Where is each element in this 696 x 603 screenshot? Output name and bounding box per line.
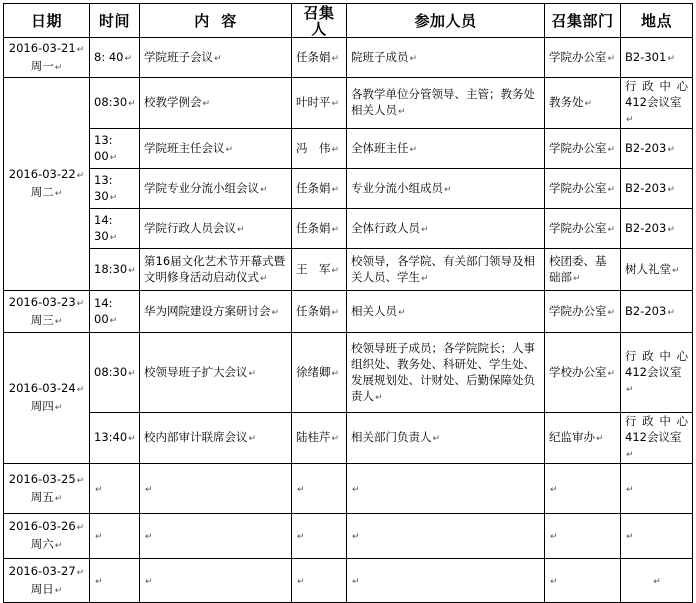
dept-cell	[545, 249, 621, 291]
table-row	[4, 559, 693, 603]
convener-cell	[292, 464, 347, 514]
attendees-text: 相关部门负责人	[351, 430, 432, 444]
dept-text: 学院办公室	[549, 303, 607, 318]
convener-cell	[292, 38, 347, 78]
attendees-cell	[347, 78, 545, 129]
paragraph-mark: ↵	[607, 307, 616, 318]
paragraph-mark: ↵	[95, 532, 103, 542]
table-row	[4, 514, 693, 559]
paragraph-mark: ↵	[237, 224, 245, 235]
location-text: 行政中心412会议室	[625, 348, 688, 379]
dept-text: 学院办公室	[549, 49, 607, 64]
table-row	[4, 38, 693, 78]
content-cell	[140, 514, 292, 559]
paragraph-mark: ↵	[297, 484, 305, 495]
paragraph-mark: ↵	[128, 265, 136, 276]
paragraph-mark: ↵	[331, 99, 340, 109]
location-text: B2-301	[625, 49, 667, 64]
dept-cell	[545, 413, 621, 464]
dept-cell	[545, 209, 621, 249]
paragraph-mark: ↵	[54, 62, 63, 73]
dept-cell	[545, 514, 621, 559]
attendees-text: 校领导，各学院、有关部门领导及相关人员、学生	[351, 253, 535, 284]
paragraph-mark: ↵	[607, 368, 616, 379]
convener-text: 任条娟	[296, 180, 331, 195]
attendees-text: 全体班主任	[351, 140, 409, 155]
location-cell	[621, 333, 693, 413]
paragraph-mark: ↵	[124, 53, 133, 64]
time-text: 13: 30	[94, 172, 113, 203]
date-cell	[4, 464, 90, 514]
time-text: 08:30	[94, 364, 128, 379]
paragraph-mark: ↵	[248, 434, 257, 444]
dept-text: 教务处	[549, 95, 584, 109]
location-cell	[621, 559, 693, 603]
paragraph-mark: ↵	[550, 484, 558, 495]
paragraph-mark: ↵	[421, 273, 429, 284]
date-text: 2016-03-26	[8, 519, 76, 533]
paragraph-mark: ↵	[626, 115, 634, 125]
header-convener: 召集人	[292, 4, 347, 38]
location-cell	[621, 209, 693, 249]
time-cell	[90, 413, 140, 464]
attendees-text: 校领导班子成员；各学院院长；人事组织处、教务处、科研处、学生处、发展规划处、计财处、后勤保障处负责人	[351, 340, 535, 403]
paragraph-mark: ↵	[667, 307, 675, 318]
time-cell	[90, 169, 140, 209]
time-text: 13:40	[94, 430, 128, 444]
paragraph-mark: ↵	[550, 576, 558, 587]
paragraph-mark: ↵	[626, 484, 634, 495]
dept-cell	[545, 559, 621, 603]
attendees-cell	[347, 129, 545, 169]
convener-text: 任条娟	[296, 49, 331, 64]
paragraph-mark: ↵	[550, 532, 558, 542]
time-text: 08:30	[94, 95, 128, 109]
header-time: 时间	[90, 4, 140, 38]
paragraph-mark: ↵	[95, 484, 103, 495]
convener-text: 陆桂芹	[296, 430, 331, 444]
content-text: 华为网院建设方案研讨会	[144, 303, 271, 318]
attendees-text: 院班子成员	[351, 49, 409, 64]
weekday-text: 周三	[30, 312, 54, 327]
content-text: 第16届文化艺术节开幕式暨文明修身活动启动仪式	[144, 253, 286, 284]
paragraph-mark: ↵	[145, 576, 153, 587]
time-text: 18:30	[94, 261, 128, 276]
paragraph-mark: ↵	[352, 484, 360, 495]
header-content: 内 容	[140, 4, 292, 38]
time-cell	[90, 249, 140, 291]
location-cell	[621, 464, 693, 514]
location-cell	[621, 78, 693, 129]
location-cell	[621, 249, 693, 291]
location-cell	[621, 169, 693, 209]
paragraph-mark: ↵	[54, 403, 63, 413]
header-date: 日期	[4, 4, 90, 38]
date-cell	[4, 38, 90, 78]
time-text: 14: 30	[94, 212, 113, 243]
date-text: 2016-03-24	[8, 381, 76, 395]
time-cell	[90, 333, 140, 413]
convener-text: 叶时平	[296, 95, 331, 109]
header-row	[4, 4, 693, 38]
convener-cell	[292, 559, 347, 603]
paragraph-mark: ↵	[271, 307, 280, 318]
convener-cell	[292, 78, 347, 129]
paragraph-mark: ↵	[626, 532, 634, 542]
dept-cell	[545, 464, 621, 514]
paragraph-mark: ↵	[76, 44, 85, 55]
content-text: 校内部审计联席会议	[144, 430, 248, 444]
convener-cell	[292, 209, 347, 249]
paragraph-mark: ↵	[248, 368, 257, 379]
paragraph-mark: ↵	[145, 532, 153, 542]
attendees-cell	[347, 291, 545, 333]
table-row	[4, 209, 693, 249]
header-dept: 召集部门	[545, 4, 621, 38]
paragraph-mark: ↵	[225, 144, 234, 155]
content-text: 学院行政人员会议	[144, 220, 236, 235]
attendees-text: 相关人员	[351, 303, 397, 318]
paragraph-mark: ↵	[54, 585, 63, 596]
dept-text: 学院办公室	[549, 140, 607, 155]
date-cell	[4, 559, 90, 603]
paragraph-mark: ↵	[421, 224, 429, 235]
location-text: B2-203	[625, 303, 667, 318]
paragraph-mark: ↵	[409, 144, 418, 155]
attendees-text: 各教学单位分管领导、主管；教务处相关人员	[351, 87, 535, 117]
paragraph-mark: ↵	[398, 307, 406, 318]
content-cell	[140, 129, 292, 169]
location-cell	[621, 129, 693, 169]
dept-cell	[545, 169, 621, 209]
table-row	[4, 464, 693, 514]
time-text: 8: 40	[94, 49, 124, 64]
paragraph-mark: ↵	[596, 434, 604, 444]
content-text: 学院专业分流小组会议	[144, 180, 259, 195]
time-cell	[90, 38, 140, 78]
attendees-cell	[347, 209, 545, 249]
date-cell	[4, 291, 90, 333]
paragraph-mark: ↵	[297, 576, 305, 587]
convener-text: 徐绪卿	[296, 364, 331, 379]
paragraph-mark: ↵	[626, 384, 634, 395]
dept-cell	[545, 333, 621, 413]
date-text: 2016-03-27	[8, 563, 76, 578]
content-cell	[140, 78, 292, 129]
table-row	[4, 78, 693, 129]
content-cell	[140, 209, 292, 249]
paragraph-mark: ↵	[607, 184, 616, 195]
convener-cell	[292, 413, 347, 464]
location-cell	[621, 291, 693, 333]
paragraph-mark: ↵	[667, 184, 675, 195]
table-row	[4, 413, 693, 464]
paragraph-mark: ↵	[54, 316, 63, 327]
time-text: 13: 00	[94, 132, 113, 163]
paragraph-mark: ↵	[54, 189, 63, 199]
paragraph-mark: ↵	[109, 152, 118, 163]
content-cell	[140, 464, 292, 514]
convener-cell	[292, 333, 347, 413]
convener-cell	[292, 291, 347, 333]
paragraph-mark: ↵	[297, 532, 305, 542]
table-row	[4, 169, 693, 209]
paragraph-mark: ↵	[667, 224, 675, 235]
location-text: 树人礼堂	[625, 261, 671, 276]
paragraph-mark: ↵	[432, 434, 441, 444]
date-cell	[4, 514, 90, 559]
time-text: 14: 00	[94, 295, 113, 326]
paragraph-mark: ↵	[352, 532, 360, 542]
date-cell	[4, 78, 90, 291]
paragraph-mark: ↵	[409, 53, 418, 64]
time-cell	[90, 129, 140, 169]
paragraph-mark: ↵	[54, 541, 63, 551]
paragraph-mark: ↵	[331, 144, 340, 155]
paragraph-mark: ↵	[331, 184, 340, 195]
date-text: 2016-03-23	[8, 294, 76, 309]
date-cell	[4, 333, 90, 464]
location-text: 行政中心412会议室	[625, 414, 688, 444]
attendees-cell	[347, 464, 545, 514]
location-text: 行政中心412会议室	[625, 79, 688, 109]
convener-text: 任条娟	[296, 220, 331, 235]
attendees-text: 全体行政人员	[351, 220, 420, 235]
time-cell	[90, 291, 140, 333]
date-text: 2016-03-21	[8, 40, 76, 55]
paragraph-mark: ↵	[109, 315, 118, 326]
paragraph-mark: ↵	[584, 99, 593, 109]
content-cell	[140, 169, 292, 209]
attendees-cell	[347, 169, 545, 209]
paragraph-mark: ↵	[331, 434, 340, 444]
attendees-text: 专业分流小组成员	[351, 180, 443, 195]
content-text: 校教学例会	[144, 95, 202, 109]
dept-cell	[545, 38, 621, 78]
attendees-cell	[347, 514, 545, 559]
table-row	[4, 291, 693, 333]
paragraph-mark: ↵	[95, 576, 103, 587]
content-text: 学院班主任会议	[144, 140, 225, 155]
weekday-text: 周五	[30, 489, 54, 504]
time-cell	[90, 559, 140, 603]
dept-text: 校团委、基础部	[549, 253, 607, 284]
date-text: 2016-03-22	[8, 167, 76, 181]
content-cell	[140, 333, 292, 413]
paragraph-mark: ↵	[672, 265, 680, 276]
location-text: B2-203	[625, 180, 667, 195]
paragraph-mark: ↵	[331, 368, 340, 379]
paragraph-mark: ↵	[667, 144, 675, 155]
attendees-cell	[347, 333, 545, 413]
content-cell	[140, 249, 292, 291]
location-cell	[621, 413, 693, 464]
paragraph-mark: ↵	[76, 523, 85, 533]
time-cell	[90, 78, 140, 129]
convener-text: 任条娟	[296, 303, 331, 318]
attendees-cell	[347, 413, 545, 464]
header-attendees: 参加人员	[347, 4, 545, 38]
paragraph-mark: ↵	[76, 385, 85, 395]
content-cell	[140, 38, 292, 78]
paragraph-mark: ↵	[653, 576, 661, 587]
paragraph-mark: ↵	[331, 265, 340, 276]
content-text: 校领导班子扩大会议	[144, 364, 248, 379]
convener-cell	[292, 249, 347, 291]
paragraph-mark: ↵	[54, 493, 63, 504]
convener-cell	[292, 129, 347, 169]
paragraph-mark: ↵	[202, 99, 211, 109]
table-row	[4, 249, 693, 291]
content-cell	[140, 413, 292, 464]
paragraph-mark: ↵	[398, 107, 406, 117]
paragraph-mark: ↵	[128, 368, 136, 379]
convener-text: 王 军	[296, 261, 331, 276]
paragraph-mark: ↵	[626, 450, 634, 460]
location-cell	[621, 514, 693, 559]
weekday-text: 周四	[30, 399, 54, 413]
content-cell	[140, 291, 292, 333]
paragraph-mark: ↵	[573, 273, 581, 284]
location-text: B2-203	[625, 220, 667, 235]
weekday-text: 周二	[30, 185, 54, 199]
paragraph-mark: ↵	[260, 273, 268, 284]
paragraph-mark: ↵	[109, 192, 118, 203]
time-cell	[90, 464, 140, 514]
attendees-cell	[347, 38, 545, 78]
content-cell	[140, 559, 292, 603]
convener-cell	[292, 169, 347, 209]
paragraph-mark: ↵	[352, 576, 360, 587]
paragraph-mark: ↵	[109, 232, 118, 243]
paragraph-mark: ↵	[607, 144, 616, 155]
paragraph-mark: ↵	[76, 298, 85, 309]
convener-cell	[292, 514, 347, 559]
paragraph-mark: ↵	[128, 99, 136, 109]
attendees-cell	[347, 249, 545, 291]
attendees-cell	[347, 559, 545, 603]
paragraph-mark: ↵	[145, 484, 153, 495]
paragraph-mark: ↵	[76, 475, 85, 486]
header-location: 地点	[621, 4, 693, 38]
location-text: B2-203	[625, 140, 667, 155]
paragraph-mark: ↵	[76, 567, 85, 578]
dept-cell	[545, 129, 621, 169]
dept-cell	[545, 291, 621, 333]
weekday-text: 周六	[30, 537, 54, 551]
paragraph-mark: ↵	[128, 434, 136, 444]
dept-cell	[545, 78, 621, 129]
paragraph-mark: ↵	[331, 53, 340, 64]
weekday-text: 周一	[30, 58, 54, 73]
paragraph-mark: ↵	[375, 392, 383, 403]
date-text: 2016-03-25	[8, 471, 76, 486]
paragraph-mark: ↵	[260, 184, 268, 195]
schedule-table	[3, 3, 693, 603]
paragraph-mark: ↵	[331, 307, 340, 318]
dept-text: 纪监审办	[549, 430, 595, 444]
content-text: 学院班子会议	[144, 49, 213, 64]
paragraph-mark: ↵	[667, 53, 675, 64]
table-row	[4, 333, 693, 413]
paragraph-mark: ↵	[214, 53, 222, 64]
dept-text: 学校办公室	[549, 364, 607, 379]
convener-text: 冯 伟	[296, 140, 331, 155]
time-cell	[90, 514, 140, 559]
weekday-text: 周日	[30, 581, 54, 596]
paragraph-mark: ↵	[76, 171, 85, 181]
location-cell	[621, 38, 693, 78]
dept-text: 学院办公室	[549, 220, 607, 235]
paragraph-mark: ↵	[607, 224, 616, 235]
table-row	[4, 129, 693, 169]
paragraph-mark: ↵	[607, 53, 616, 64]
time-cell	[90, 209, 140, 249]
paragraph-mark: ↵	[331, 224, 340, 235]
paragraph-mark: ↵	[444, 184, 452, 195]
dept-text: 学院办公室	[549, 180, 607, 195]
